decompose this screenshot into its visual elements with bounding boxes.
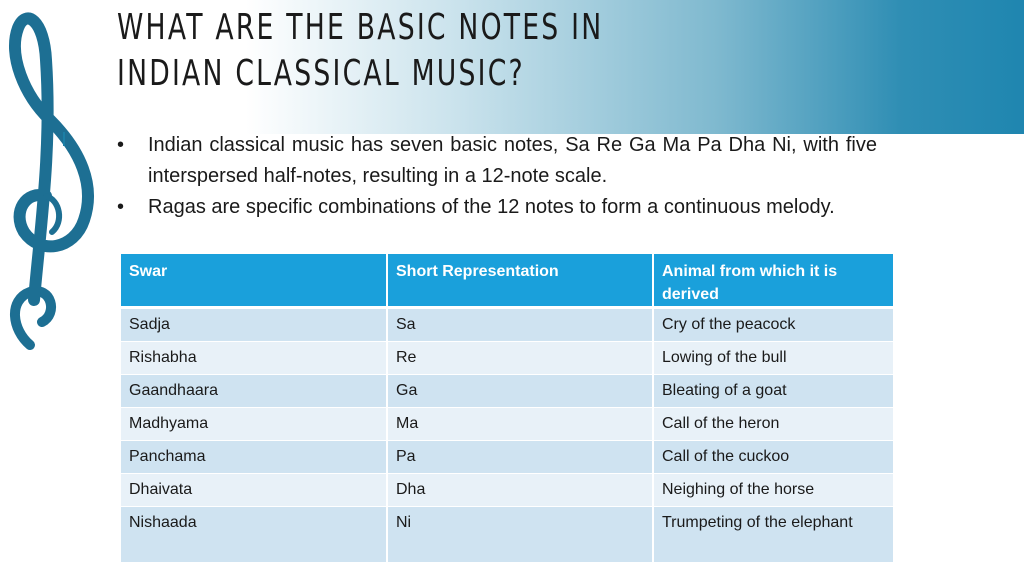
bullet-item: [117, 130, 877, 192]
table-cell: Sa: [387, 308, 653, 342]
slide-marker: [63, 132, 65, 146]
table-cell: Gaandhaara: [121, 375, 387, 408]
table-cell: Pa: [387, 441, 653, 474]
table-row: [121, 342, 893, 375]
table-cell: Call of the heron: [653, 408, 893, 441]
table-cell: Madhyama: [121, 408, 387, 441]
table-cell: Lowing of the bull: [653, 342, 893, 375]
table-cell: Cry of the peacock: [653, 308, 893, 342]
bullet-item: [117, 192, 877, 223]
table-cell: Nishaada: [121, 507, 387, 563]
table-cell: Dha: [387, 474, 653, 507]
table-cell: Neighing of the horse: [653, 474, 893, 507]
table-cell: Sadja: [121, 308, 387, 342]
table-row: [121, 441, 893, 474]
bullet-glyph: •: [117, 196, 125, 218]
table-cell: Bleating of a goat: [653, 375, 893, 408]
column-header-animal: Animal from which it is derived: [653, 254, 893, 308]
treble-clef-icon: [0, 0, 100, 350]
table-cell: Panchama: [121, 441, 387, 474]
table-row: [121, 507, 893, 563]
table-cell: Ma: [387, 408, 653, 441]
column-header-swar: Swar: [121, 254, 387, 308]
table-cell: Re: [387, 342, 653, 375]
bullet-glyph: •: [117, 134, 125, 156]
table-cell: Call of the cuckoo: [653, 441, 893, 474]
table-row: [121, 308, 893, 342]
slide-title: WHAT ARE THE BASIC NOTES IN INDIAN CLASSICAL MUSIC?: [117, 7, 604, 94]
bullet-text: Ragas are specific combinations of the 12 notes to form a continuous melody.: [148, 196, 835, 218]
table-cell: Rishabha: [121, 342, 387, 375]
table-cell: Trumpeting of the elephant: [653, 507, 893, 563]
column-header-short-representation: Short Representation: [387, 254, 653, 308]
table-row: [121, 375, 893, 408]
table-header-row: [121, 254, 893, 308]
table-cell: Dhaivata: [121, 474, 387, 507]
table-cell: Ni: [387, 507, 653, 563]
table-cell: Ga: [387, 375, 653, 408]
table-row: [121, 474, 893, 507]
bullet-list: [117, 130, 877, 223]
table-row: [121, 408, 893, 441]
bullet-text: Indian classical music has seven basic notes, Sa Re Ga Ma Pa Dha Ni, with five interspersed half-notes, resulting in a 12-note scale.: [148, 134, 877, 187]
swar-table: [121, 254, 893, 563]
